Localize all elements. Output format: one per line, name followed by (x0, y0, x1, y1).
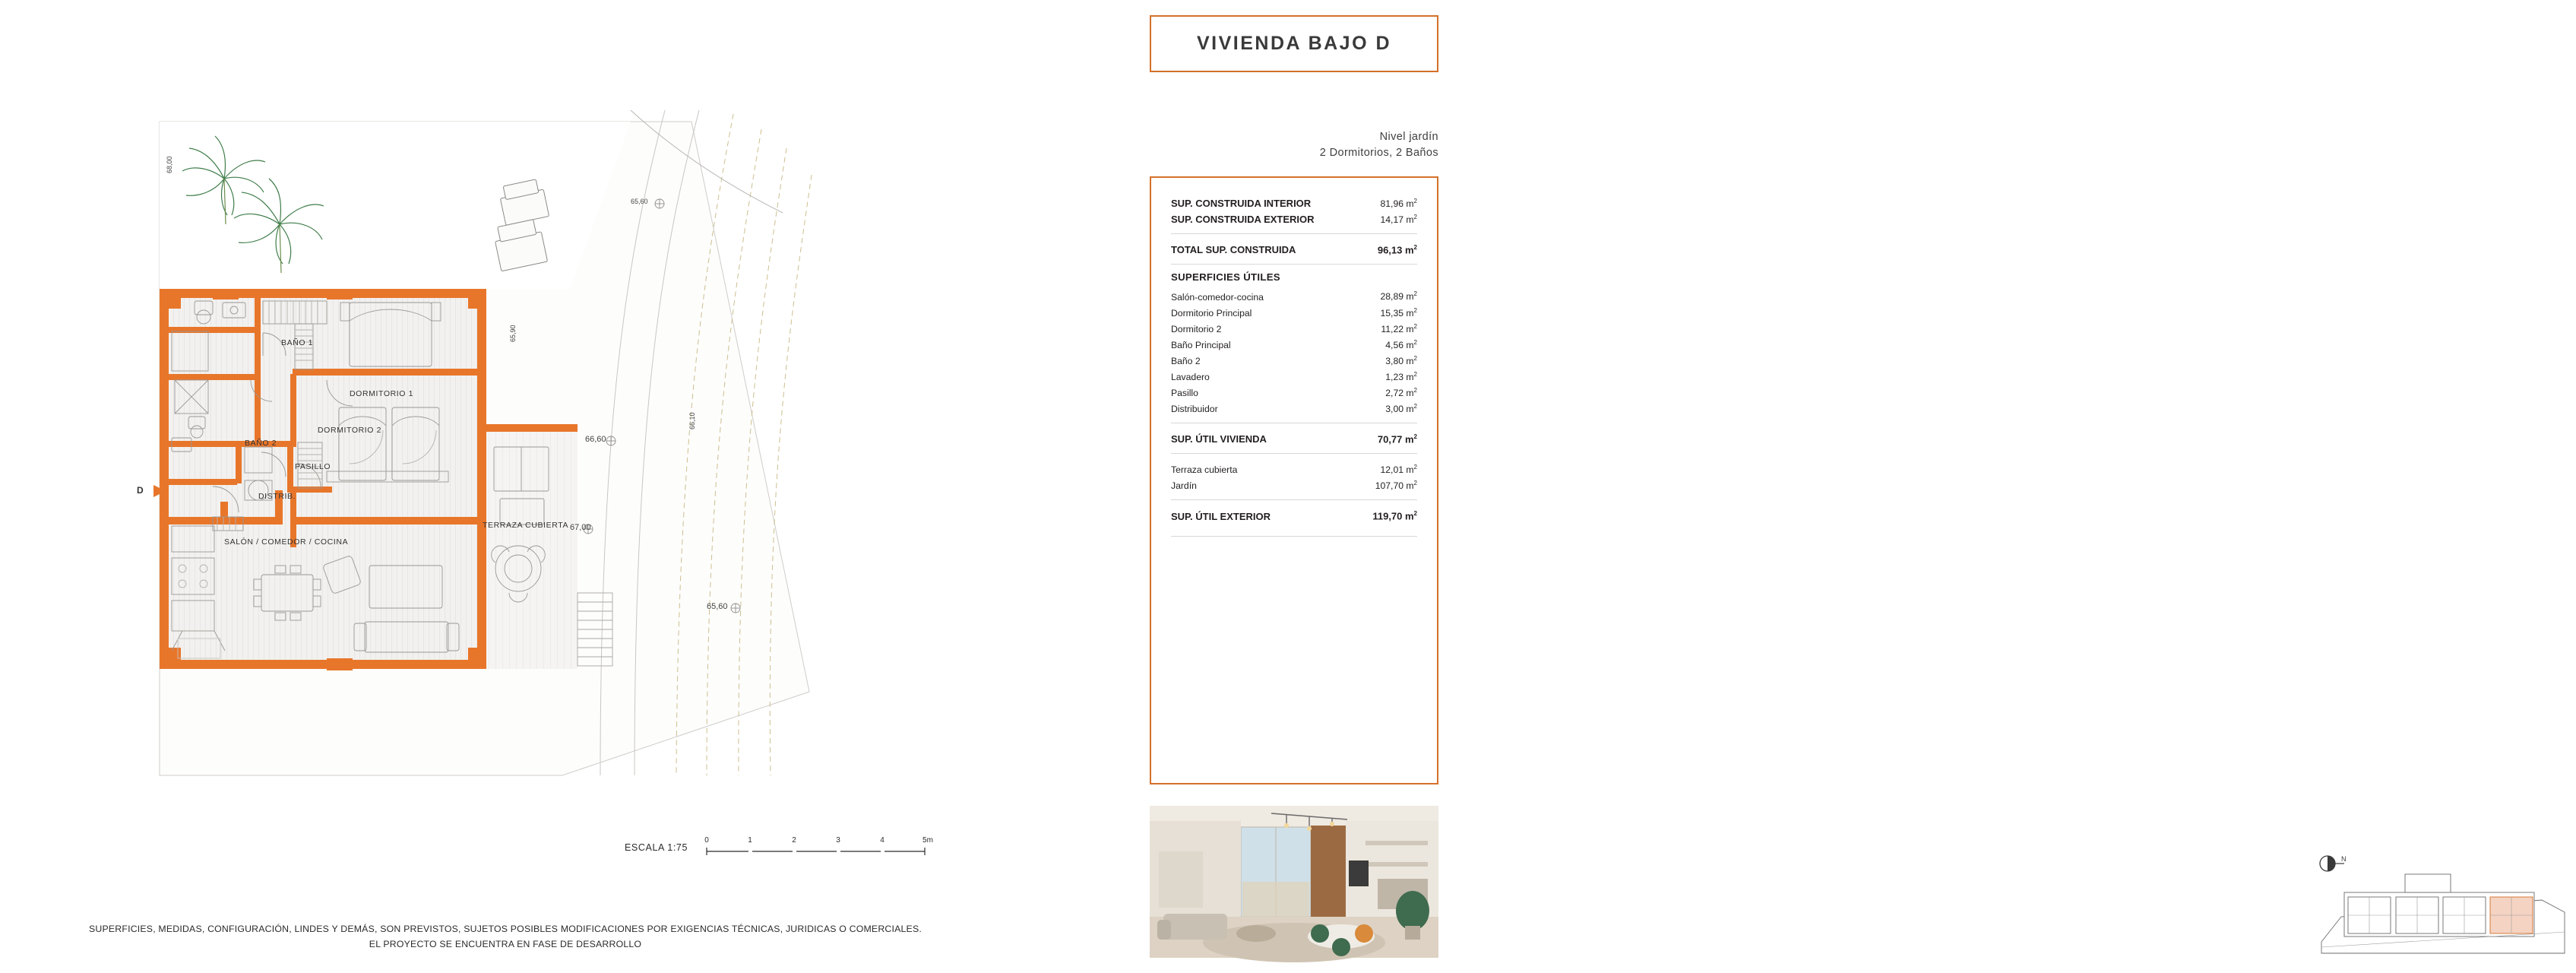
interior-render-photo (1150, 806, 1438, 958)
area-row (1171, 400, 1417, 416)
area-row (1171, 368, 1417, 384)
room-label: DISTRIB. (258, 492, 296, 501)
area-value: 96,13 $m^2$ (1377, 244, 1417, 256)
area-value: 119,70 $m^2$ (1372, 510, 1417, 522)
scale-bar (703, 829, 946, 859)
level-marker: 65,90 (509, 325, 517, 342)
level-marker: 65,60 (631, 198, 648, 205)
area-value: 3,80 $m^2$ (1385, 354, 1417, 366)
area-value: 70,77 $m^2$ (1377, 433, 1417, 445)
area-row (1171, 352, 1417, 368)
page-title: VIVIENDA BAJO D (1196, 33, 1392, 54)
footer-line-2: EL PROYECTO SE ENCUENTRA EN FASE DE DESARROLLO (369, 939, 642, 949)
area-label: Terraza cubierta (1171, 464, 1238, 476)
area-row (1171, 195, 1417, 211)
divider (1171, 233, 1417, 234)
area-row (1171, 336, 1417, 352)
area-total-row (1171, 507, 1417, 523)
area-value: 28,89 $m^2$ (1380, 290, 1417, 303)
floor-plan-drawing (99, 106, 965, 867)
rooms-text: 2 Dormitorios, 2 Baños (1319, 147, 1438, 159)
area-total-row (1171, 241, 1417, 257)
entrance-label: D (137, 485, 144, 496)
svg-text:4: 4 (880, 836, 885, 845)
area-value: 12,01 $m^2$ (1380, 464, 1417, 476)
level-text: Nivel jardín (1379, 131, 1438, 143)
area-label: Jardín (1171, 480, 1197, 492)
area-label: Dormitorio Principal (1171, 307, 1252, 319)
area-value: 11,22 $m^2$ (1381, 322, 1417, 334)
area-label: Lavadero (1171, 371, 1210, 382)
area-row (1171, 477, 1417, 493)
footer-disclaimer (0, 921, 1011, 952)
footer-line-1: SUPERFICIES, MEDIDAS, CONFIGURACIÓN, LINDES Y DEMÁS, SON PREVISTOS, SUJETOS POSIBLES MODIFICACIONES POR EXIGENCIAS TÉCNICAS, JURIDICAS O COMERCIALES. (89, 924, 922, 934)
svg-text:5m: 5m (922, 836, 933, 845)
svg-text:1: 1 (748, 836, 752, 845)
svg-text:N: N (2341, 855, 2347, 863)
area-label: Salón-comedor-cocina (1171, 291, 1264, 303)
level-marker: 68,00 (166, 156, 173, 173)
divider (1171, 499, 1417, 500)
area-total-row (1171, 430, 1417, 446)
room-label: TERRAZA CUBIERTA (483, 521, 569, 530)
area-label: SUP. ÚTIL EXTERIOR (1171, 510, 1271, 522)
area-label: SUP. CONSTRUIDA INTERIOR (1171, 198, 1312, 210)
area-value: 1,23 $m^2$ (1385, 370, 1417, 382)
render-image (1150, 806, 1438, 958)
scale-label: ESCALA 1:75 (625, 842, 688, 853)
room-label: BAÑO 1 (281, 338, 314, 347)
area-value: 2,72 $m^2$ (1385, 386, 1417, 398)
svg-text:3: 3 (836, 836, 840, 845)
area-value: 14,17 $m^2$ (1380, 214, 1417, 226)
area-label: SUP. ÚTIL VIVIENDA (1171, 433, 1267, 445)
area-label: Baño 2 (1171, 355, 1201, 366)
room-label: SALÓN / COMEDOR / COCINA (224, 537, 349, 547)
area-value: 3,00 $m^2$ (1385, 402, 1417, 414)
area-value: 4,56 $m^2$ (1385, 338, 1417, 350)
title-box (1150, 15, 1438, 72)
area-label: Pasillo (1171, 387, 1198, 398)
useful-areas-title: SUPERFICIES ÚTILES (1171, 271, 1280, 284)
compass-icon (2320, 855, 2347, 871)
key-plan (2314, 847, 2576, 968)
area-row (1171, 304, 1417, 320)
area-row (1171, 384, 1417, 400)
area-label: SUP. CONSTRUIDA EXTERIOR (1171, 214, 1315, 226)
area-label: Baño Principal (1171, 339, 1231, 350)
area-label: Distribuidor (1171, 403, 1218, 414)
area-value: 15,35 $m^2$ (1380, 306, 1417, 319)
level-marker: 66,10 (688, 412, 696, 429)
plan-svg (99, 106, 965, 867)
area-value: 107,70 $m^2$ (1375, 480, 1417, 492)
areas-panel (1150, 176, 2347, 863)
level-marker: 65,60 (707, 602, 728, 611)
level-marker: 66,60 (585, 435, 606, 444)
area-value: 81,96 $m^2$ (1380, 198, 1417, 210)
divider (1171, 453, 1417, 454)
area-row (1171, 320, 1417, 336)
room-label: PASILLO (295, 462, 331, 471)
area-label: TOTAL SUP. CONSTRUIDA (1171, 244, 1296, 256)
room-label: BAÑO 2 (245, 439, 277, 448)
area-label: Dormitorio 2 (1171, 323, 1222, 334)
area-row (1171, 461, 1417, 477)
svg-text:2: 2 (792, 836, 796, 845)
divider (1171, 264, 1417, 265)
level-marker: 67,00 (570, 523, 591, 532)
room-label: DORMITORIO 1 (350, 389, 414, 398)
room-label: DORMITORIO 2 (318, 426, 382, 435)
svg-text:0: 0 (704, 836, 709, 845)
area-row (1171, 211, 1417, 227)
area-row (1171, 287, 1417, 303)
divider (1171, 536, 1417, 537)
subtitle-block (1150, 129, 1438, 161)
